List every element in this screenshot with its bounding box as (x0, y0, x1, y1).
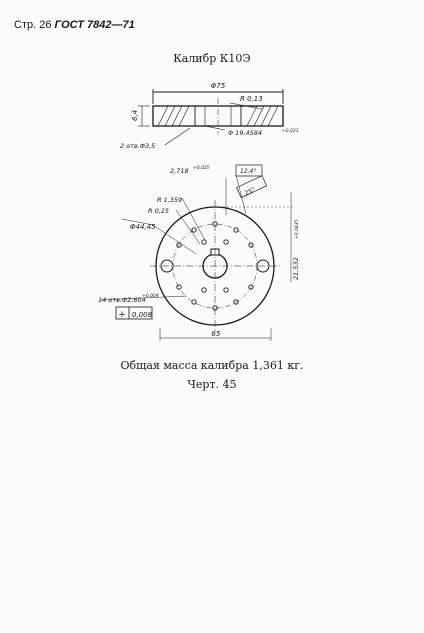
dim-hole-tolerance: +0,004 (142, 294, 159, 299)
dim-hole-count: 14 отв.Φ2,604 (98, 296, 146, 304)
dim-radial-tolerance: +0,0835 (295, 219, 300, 239)
dim-holes: 2 отв.Φ3,5 (120, 142, 156, 150)
figure-caption: Черт. 45 (187, 378, 237, 391)
dim-radius-2: R 0,25 (148, 207, 170, 215)
dim-radial: 21,532 (292, 257, 300, 280)
drawing-title: Калибр К10Э (173, 52, 251, 65)
dim-angle: 2,718 (170, 167, 189, 175)
dim-bore-tolerance: +0,021 (282, 129, 299, 134)
dim-radius-1: R 1,359 (157, 196, 183, 204)
dim-section-radius: R 0,13 (240, 95, 263, 103)
position-tolerance: 0,008 (132, 311, 153, 319)
total-mass: Общая масса калибра 1,361 кг. (120, 359, 304, 372)
dim-pitch-circle: Φ44,45 (130, 223, 156, 231)
dim-thickness: 6,4 (131, 109, 139, 121)
position-symbol: + (118, 310, 126, 320)
dim-bore: Φ 19,4584 (228, 129, 263, 137)
tol-box-2: 25° (243, 186, 257, 198)
dim-outer-diameter: Φ75 (210, 82, 226, 90)
tol-box-1: 12,4° (240, 168, 257, 175)
dim-width: 65 (211, 330, 221, 338)
page-number: Стр. 26 (14, 19, 52, 31)
dim-angle-tolerance: +0,025 (193, 166, 210, 171)
plan-view (100, 165, 294, 341)
standard-number: ГОСТ 7842—71 (54, 19, 135, 31)
